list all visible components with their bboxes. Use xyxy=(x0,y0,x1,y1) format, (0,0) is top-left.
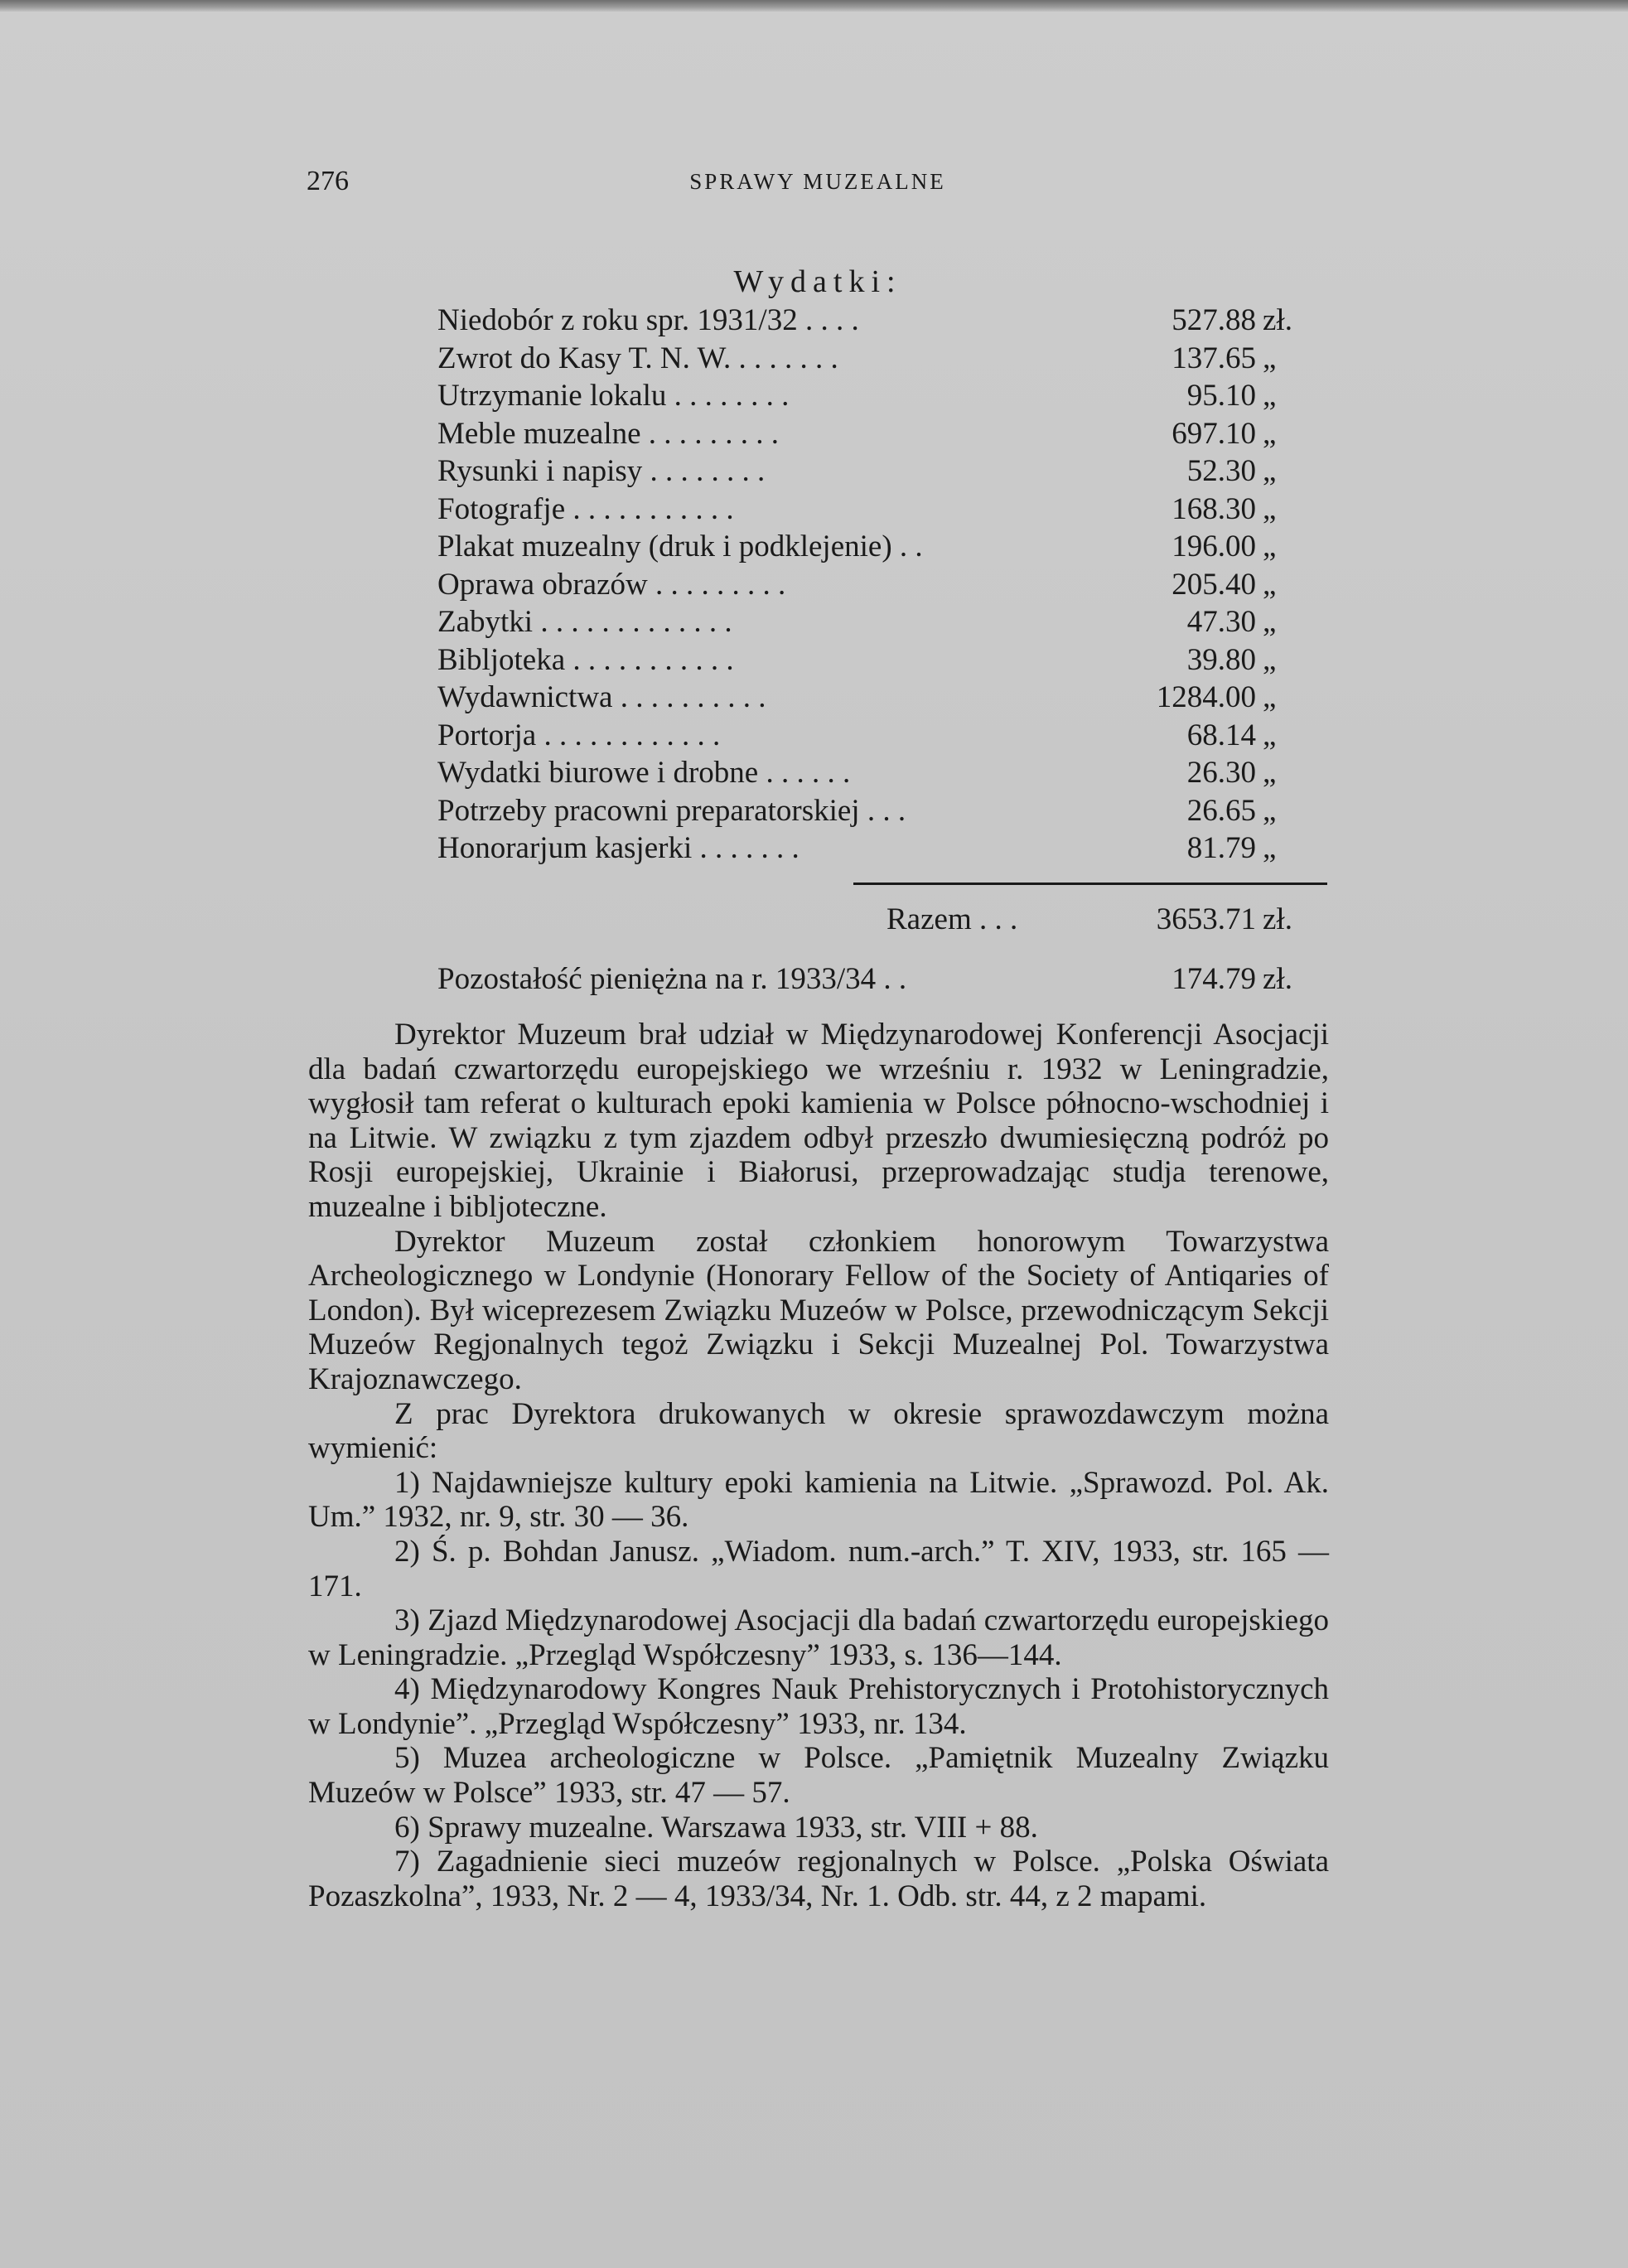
remainder-label: Pozostałość pieniężna na r. 1933/34 . . xyxy=(437,962,907,996)
ledger-unit: „ xyxy=(1263,491,1277,526)
publication-item: 5) Muzea archeologiczne w Polsce. „Pamiętnik Muzealny Związku Muzeów w Polsce” 1933, str. 47 — 57. xyxy=(308,1741,1329,1811)
paragraph: Dyrektor Muzeum został członkiem honorowym Towarzystwa Archeologicznego w Londynie (Honorary Fellow of the Society of Antiqaries of London). Był wiceprezesem Związku Muzeów w Polsce, przewodniczącym Sekcji Muzeów Regjonalnych tegoż Związku i Sekcji Muzealnej Pol. Towarzystwa Krajoznawczego. xyxy=(308,1224,1329,1396)
ledger-unit: „ xyxy=(1263,605,1277,639)
scan-edge xyxy=(0,0,1628,12)
ledger-amount: 68.14 xyxy=(1186,718,1256,752)
ledger-label: Zabytki . . . . . . . . . . . . . xyxy=(437,605,732,639)
ledger-amount: 527.88 xyxy=(1171,303,1256,337)
ledger-unit: „ xyxy=(1263,680,1277,714)
ledger-label: Fotografje . . . . . . . . . . . xyxy=(437,491,734,526)
publication-item: 2) Ś. p. Bohdan Janusz. „Wiadom. num.-arch.” T. XIV, 1933, str. 165 — 171. xyxy=(308,1534,1329,1603)
total-label: Razem . . . xyxy=(886,902,1018,936)
total-amount: 3653.71 xyxy=(1156,902,1256,936)
ledger-unit: „ xyxy=(1263,379,1277,413)
ledger-row xyxy=(437,679,1332,717)
publication-item: 6) Sprawy muzealne. Warszawa 1933, str. VIII + 88. xyxy=(394,1810,1038,1845)
ledger-amount: 26.30 xyxy=(1186,756,1256,790)
ledger-unit: „ xyxy=(1263,718,1277,752)
ledger-row xyxy=(437,302,1332,340)
ledger-row xyxy=(437,829,1332,868)
ledger-amount: 168.30 xyxy=(1171,491,1256,526)
ledger-amount: 26.65 xyxy=(1186,793,1256,828)
ledger-unit: „ xyxy=(1263,416,1277,451)
publication-item: 7) Zagadnienie sieci muzeów regjonalnych w Polsce. „Polska Oświata Pozaszkolna”, 1933, Nr. 2 — 4, 1933/34, Nr. 1. Odb. str. 44, z 2 mapami. xyxy=(308,1845,1329,1913)
ledger-label: Plakat muzealny (druk i podklejenie) . . xyxy=(437,530,923,563)
publication-item: 1) Najdawniejsze kultury epoki kamienia na Litwie. „Sprawozd. Pol. Ak. Um.” 1932, nr. 9, str. 30 — 36. xyxy=(308,1465,1329,1535)
ledger-label: Wydawnictwa . . . . . . . . . . xyxy=(437,680,766,714)
ledger-row xyxy=(437,717,1332,755)
ledger-amount: 95.10 xyxy=(1186,379,1256,413)
ledger-unit: „ xyxy=(1263,454,1277,488)
ledger-unit: „ xyxy=(1263,793,1277,828)
ledger-label: Utrzymanie lokalu . . . . . . . . xyxy=(437,379,790,413)
remainder-unit: zł. xyxy=(1263,962,1292,996)
ledger-label: Bibljoteka . . . . . . . . . . . xyxy=(437,642,734,677)
ledger-label: Niedobór z roku spr. 1931/32 . . . . xyxy=(437,303,859,337)
ledger-row xyxy=(437,415,1332,453)
ledger-amount: 81.79 xyxy=(1186,831,1256,865)
ledger-row xyxy=(437,340,1332,378)
publication-item: 3) Zjazd Międzynarodowej Asocjacji dla badań czwartorzędu europejskiego w Leningradzie. „Przegląd Współczesny” 1933, s. 136—144. xyxy=(308,1603,1329,1672)
expenses-title: Wydatki: xyxy=(733,264,902,299)
expenses-ledger xyxy=(437,302,1332,868)
ledger-row xyxy=(437,754,1332,792)
ledger-label: Honorarjum kasjerki . . . . . . . xyxy=(437,831,800,865)
ledger-label: Rysunki i napisy . . . . . . . . xyxy=(437,454,766,488)
page-number: 276 xyxy=(307,166,349,196)
ledger-amount: 1284.00 xyxy=(1156,680,1256,714)
total-unit: zł. xyxy=(1263,902,1292,936)
ledger-row xyxy=(437,566,1332,604)
ledger-amount: 137.65 xyxy=(1171,341,1256,375)
ledger-label: Oprawa obrazów . . . . . . . . . xyxy=(437,567,786,602)
ledger-label: Wydatki biurowe i drobne . . . . . . xyxy=(437,756,851,790)
ledger-row xyxy=(437,641,1332,679)
expenses-total xyxy=(437,902,1332,941)
ledger-amount: 47.30 xyxy=(1186,605,1256,639)
ledger-unit: „ xyxy=(1263,756,1277,790)
ledger-row xyxy=(437,491,1332,529)
ledger-unit: „ xyxy=(1263,831,1277,865)
ledger-label: Meble muzealne . . . . . . . . . xyxy=(437,416,780,451)
cash-remainder xyxy=(437,961,1332,1001)
ledger-row xyxy=(437,792,1332,830)
ledger-unit: „ xyxy=(1263,567,1277,602)
total-divider xyxy=(853,883,1327,885)
ledger-amount: 697.10 xyxy=(1171,416,1256,451)
remainder-amount: 174.79 xyxy=(1171,962,1256,996)
ledger-row xyxy=(437,528,1332,566)
paragraph: Dyrektor Muzeum brał udział w Międzynarodowej Konferencji Asocjacji dla badań czwartorzędu europejskiego we wrześniu r. 1932 w Leningradzie, wygłosił tam referat o kulturach epoki kamienia w Polsce północno-wschodniej i na Litwie. W związku z tym zjazdem odbył przeszło dwumiesięczną podróż po Rosji europejskiej, Ukrainie i Białorusi, przeprowadzając studja terenowe, muzealne i bibljoteczne. xyxy=(308,1018,1329,1224)
ledger-amount: 39.80 xyxy=(1186,642,1256,677)
ledger-unit: „ xyxy=(1263,642,1277,677)
ledger-label: Potrzeby pracowni preparatorskiej . . . xyxy=(437,793,906,828)
ledger-label: Zwrot do Kasy T. N. W. . . . . . . . xyxy=(437,341,838,375)
ledger-unit: „ xyxy=(1263,341,1277,375)
page-header xyxy=(307,166,1329,207)
ledger-amount: 205.40 xyxy=(1171,567,1256,602)
ledger-label: Portorja . . . . . . . . . . . . xyxy=(437,718,721,752)
ledger-row xyxy=(437,452,1332,491)
ledger-unit: „ xyxy=(1263,530,1277,563)
ledger-amount: 52.30 xyxy=(1186,454,1256,488)
paragraph: Z prac Dyrektora drukowanych w okresie sprawozdawczym można wymienić: xyxy=(308,1396,1329,1466)
publication-item: 4) Międzynarodowy Kongres Nauk Prehistorycznych i Protohistorycznych w Londynie”. „Przegląd Współczesny” 1933, nr. 134. xyxy=(308,1672,1329,1741)
running-title: SPRAWY MUZEALNE xyxy=(689,169,946,194)
ledger-amount: 196.00 xyxy=(1171,530,1256,563)
body-text xyxy=(308,1018,1329,1913)
ledger-row xyxy=(437,603,1332,641)
ledger-unit: zł. xyxy=(1263,303,1292,337)
ledger-row xyxy=(437,377,1332,415)
